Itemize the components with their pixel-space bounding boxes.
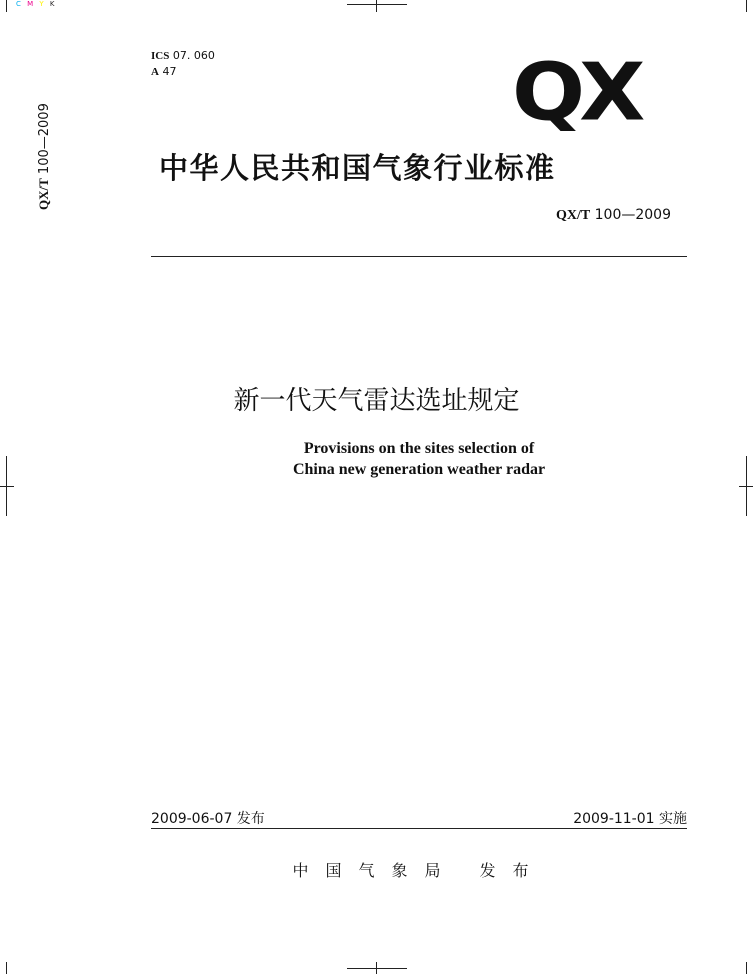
cmyk-c: C — [16, 0, 22, 8]
class-line — [151, 64, 215, 80]
crop-mark-bottom-left-v — [6, 962, 7, 974]
standard-category-title: 中华人民共和国气象行业标准 — [159, 151, 556, 185]
crop-mark-bottom-right-v — [746, 962, 747, 974]
bottom-divider — [151, 828, 687, 829]
standard-code — [556, 207, 671, 224]
implementation-date: 2009-11-01 实施 — [573, 811, 687, 827]
standard-code-number: 100—2009 — [594, 207, 671, 223]
cmyk-color-bar — [16, 0, 58, 8]
crop-mark-bottom-center-v — [376, 962, 377, 974]
class-label: A — [151, 66, 159, 78]
issuing-authority: 中国气象局 发布 — [292, 861, 546, 880]
crop-mark-left-mid-h — [0, 486, 14, 487]
crop-mark-top-center-h — [347, 4, 407, 5]
cmyk-m: M — [27, 0, 35, 8]
cmyk-k: K — [49, 0, 56, 8]
crop-mark-top-right-v — [746, 0, 747, 12]
qx-logo: QX — [512, 47, 640, 139]
crop-mark-bottom-center-h — [347, 968, 407, 969]
side-code-prefix: QX/T — [36, 178, 51, 210]
class-value: 47 — [162, 65, 177, 78]
side-code-number: 100—2009 — [37, 103, 52, 175]
cmyk-y: Y — [39, 0, 45, 8]
crop-mark-top-center-v — [376, 0, 377, 12]
title-en-line-2: China new generation weather radar — [292, 461, 546, 478]
side-standard-code — [36, 103, 52, 210]
top-divider — [151, 256, 687, 257]
ics-label: ICS — [151, 50, 170, 62]
crop-mark-top-left-v — [6, 0, 7, 12]
document-title-en — [0, 438, 753, 480]
ics-line — [151, 48, 215, 64]
crop-mark-right-mid-h — [739, 486, 753, 487]
release-date: 2009-06-07 发布 — [151, 811, 265, 827]
ics-block — [151, 48, 215, 80]
document-title-zh: 新一代天气雷达选址规定 — [233, 386, 520, 416]
ics-value: 07. 060 — [172, 49, 215, 62]
standard-code-prefix: QX/T — [555, 208, 591, 223]
title-en-line-1: Provisions on the sites selection of — [303, 440, 535, 457]
